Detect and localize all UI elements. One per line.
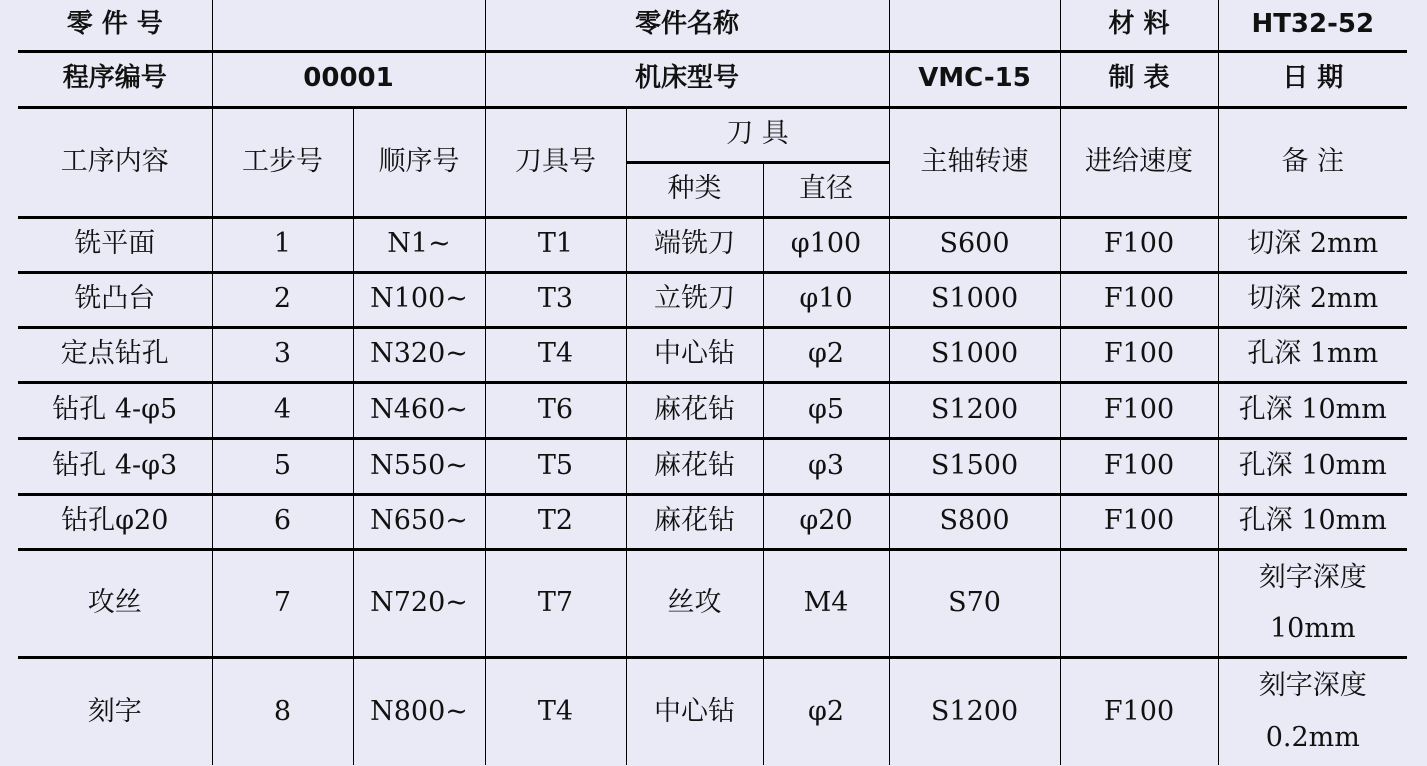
part-no-label: 零 件 号 bbox=[18, 0, 212, 51]
table-row bbox=[18, 438, 1407, 494]
cell-feed-rate: F100 bbox=[1060, 272, 1218, 327]
col-remark: 备 注 bbox=[1218, 107, 1407, 217]
cell-step: 5 bbox=[212, 438, 353, 494]
cell-spindle-speed: S600 bbox=[889, 217, 1060, 272]
cell-feed-rate: F100 bbox=[1060, 494, 1218, 549]
cell-step: 1 bbox=[212, 217, 353, 272]
cell-tool-type: 中心钻 bbox=[626, 327, 763, 382]
process-sheet bbox=[18, 0, 1407, 765]
cell-sequence: N460~ bbox=[353, 382, 485, 438]
remark-line-2: 10mm bbox=[1269, 613, 1356, 644]
remark-line-1: 刻字深度 bbox=[1258, 670, 1367, 702]
cell-remark bbox=[1218, 657, 1407, 765]
cell-tool-type: 丝攻 bbox=[626, 549, 763, 657]
cell-feed-rate bbox=[1060, 549, 1218, 657]
cell-spindle-speed: S1200 bbox=[889, 382, 1060, 438]
cell-step: 4 bbox=[212, 382, 353, 438]
col-tool-no: 刀具号 bbox=[485, 107, 626, 217]
program-no-label: 程序编号 bbox=[18, 51, 212, 107]
cell-spindle-speed: S70 bbox=[889, 549, 1060, 657]
col-process: 工序内容 bbox=[18, 107, 212, 217]
cell-tool-no: T5 bbox=[485, 438, 626, 494]
cell-step: 3 bbox=[212, 327, 353, 382]
table-row bbox=[18, 382, 1407, 438]
cell-tool-no: T3 bbox=[485, 272, 626, 327]
table-row bbox=[18, 272, 1407, 327]
cell-process: 刻字 bbox=[18, 657, 212, 765]
cell-step: 7 bbox=[212, 549, 353, 657]
cell-tool-type: 麻花钻 bbox=[626, 438, 763, 494]
cell-step: 2 bbox=[212, 272, 353, 327]
table-row bbox=[18, 494, 1407, 549]
col-feed-rate: 进给速度 bbox=[1060, 107, 1218, 217]
column-header-row-1 bbox=[18, 107, 1407, 162]
cell-tool-no: T2 bbox=[485, 494, 626, 549]
cell-tool-no: T1 bbox=[485, 217, 626, 272]
cell-tool-diameter: φ5 bbox=[763, 382, 889, 438]
cell-tool-diameter: φ100 bbox=[763, 217, 889, 272]
cell-process: 定点钻孔 bbox=[18, 327, 212, 382]
cell-tool-type: 立铣刀 bbox=[626, 272, 763, 327]
table-row bbox=[18, 217, 1407, 272]
cell-tool-diameter: φ3 bbox=[763, 438, 889, 494]
cell-feed-rate: F100 bbox=[1060, 382, 1218, 438]
cell-spindle-speed: S1000 bbox=[889, 272, 1060, 327]
cell-sequence: N650~ bbox=[353, 494, 485, 549]
cell-sequence: N550~ bbox=[353, 438, 485, 494]
date-label: 日 期 bbox=[1218, 51, 1407, 107]
cell-sequence: N320~ bbox=[353, 327, 485, 382]
cell-spindle-speed: S800 bbox=[889, 494, 1060, 549]
cell-step: 6 bbox=[212, 494, 353, 549]
header-row-1 bbox=[18, 0, 1407, 51]
program-no-value: 00001 bbox=[212, 51, 485, 107]
material-label: 材 料 bbox=[1060, 0, 1218, 51]
cell-process: 钻孔 4-φ3 bbox=[18, 438, 212, 494]
cell-process: 铣凸台 bbox=[18, 272, 212, 327]
cell-tool-type: 麻花钻 bbox=[626, 494, 763, 549]
cell-remark bbox=[1218, 549, 1407, 657]
remark-line-1: 刻字深度 bbox=[1258, 561, 1367, 593]
cell-remark: 切深 2mm bbox=[1218, 272, 1407, 327]
cell-process: 钻孔 4-φ5 bbox=[18, 382, 212, 438]
cell-remark: 孔深 10mm bbox=[1218, 382, 1407, 438]
table-row bbox=[18, 549, 1407, 657]
table-row bbox=[18, 657, 1407, 765]
cell-tool-type: 中心钻 bbox=[626, 657, 763, 765]
cell-process: 钻孔φ20 bbox=[18, 494, 212, 549]
cell-tool-diameter: M4 bbox=[763, 549, 889, 657]
cell-remark: 孔深 1mm bbox=[1218, 327, 1407, 382]
col-tool-type: 种类 bbox=[626, 162, 763, 217]
cell-tool-no: T7 bbox=[485, 549, 626, 657]
cell-tool-diameter: φ2 bbox=[763, 657, 889, 765]
col-spindle-speed: 主轴转速 bbox=[889, 107, 1060, 217]
cell-spindle-speed: S1500 bbox=[889, 438, 1060, 494]
cell-spindle-speed: S1200 bbox=[889, 657, 1060, 765]
machine-value: VMC-15 bbox=[889, 51, 1060, 107]
cell-sequence: N800~ bbox=[353, 657, 485, 765]
machine-label: 机床型号 bbox=[485, 51, 889, 107]
cell-tool-type: 麻花钻 bbox=[626, 382, 763, 438]
cell-sequence: N100~ bbox=[353, 272, 485, 327]
cell-tool-no: T6 bbox=[485, 382, 626, 438]
cell-feed-rate: F100 bbox=[1060, 657, 1218, 765]
part-name-label: 零件名称 bbox=[485, 0, 889, 51]
col-tool: 刀 具 bbox=[626, 107, 889, 162]
cell-process: 攻丝 bbox=[18, 549, 212, 657]
cell-tool-type: 端铣刀 bbox=[626, 217, 763, 272]
cell-remark: 切深 2mm bbox=[1218, 217, 1407, 272]
col-sequence: 顺序号 bbox=[353, 107, 485, 217]
col-step: 工步号 bbox=[212, 107, 353, 217]
part-name-value bbox=[889, 0, 1060, 51]
cell-tool-no: T4 bbox=[485, 657, 626, 765]
remark-line-2: 0.2mm bbox=[1265, 721, 1360, 753]
cell-remark: 孔深 10mm bbox=[1218, 438, 1407, 494]
material-value: HT32-52 bbox=[1218, 0, 1407, 51]
cell-sequence: N1~ bbox=[353, 217, 485, 272]
cell-tool-diameter: φ20 bbox=[763, 494, 889, 549]
cell-feed-rate: F100 bbox=[1060, 327, 1218, 382]
cell-spindle-speed: S1000 bbox=[889, 327, 1060, 382]
cell-process: 铣平面 bbox=[18, 217, 212, 272]
cell-tool-diameter: φ10 bbox=[763, 272, 889, 327]
cell-tool-diameter: φ2 bbox=[763, 327, 889, 382]
cell-step: 8 bbox=[212, 657, 353, 765]
process-table bbox=[18, 0, 1407, 765]
cell-remark: 孔深 10mm bbox=[1218, 494, 1407, 549]
cell-feed-rate: F100 bbox=[1060, 438, 1218, 494]
cell-sequence: N720~ bbox=[353, 549, 485, 657]
part-no-value bbox=[212, 0, 485, 51]
cell-tool-no: T4 bbox=[485, 327, 626, 382]
header-row-2 bbox=[18, 51, 1407, 107]
maker-label: 制 表 bbox=[1060, 51, 1218, 107]
col-tool-diameter: 直径 bbox=[763, 162, 889, 217]
table-row bbox=[18, 327, 1407, 382]
cell-feed-rate: F100 bbox=[1060, 217, 1218, 272]
